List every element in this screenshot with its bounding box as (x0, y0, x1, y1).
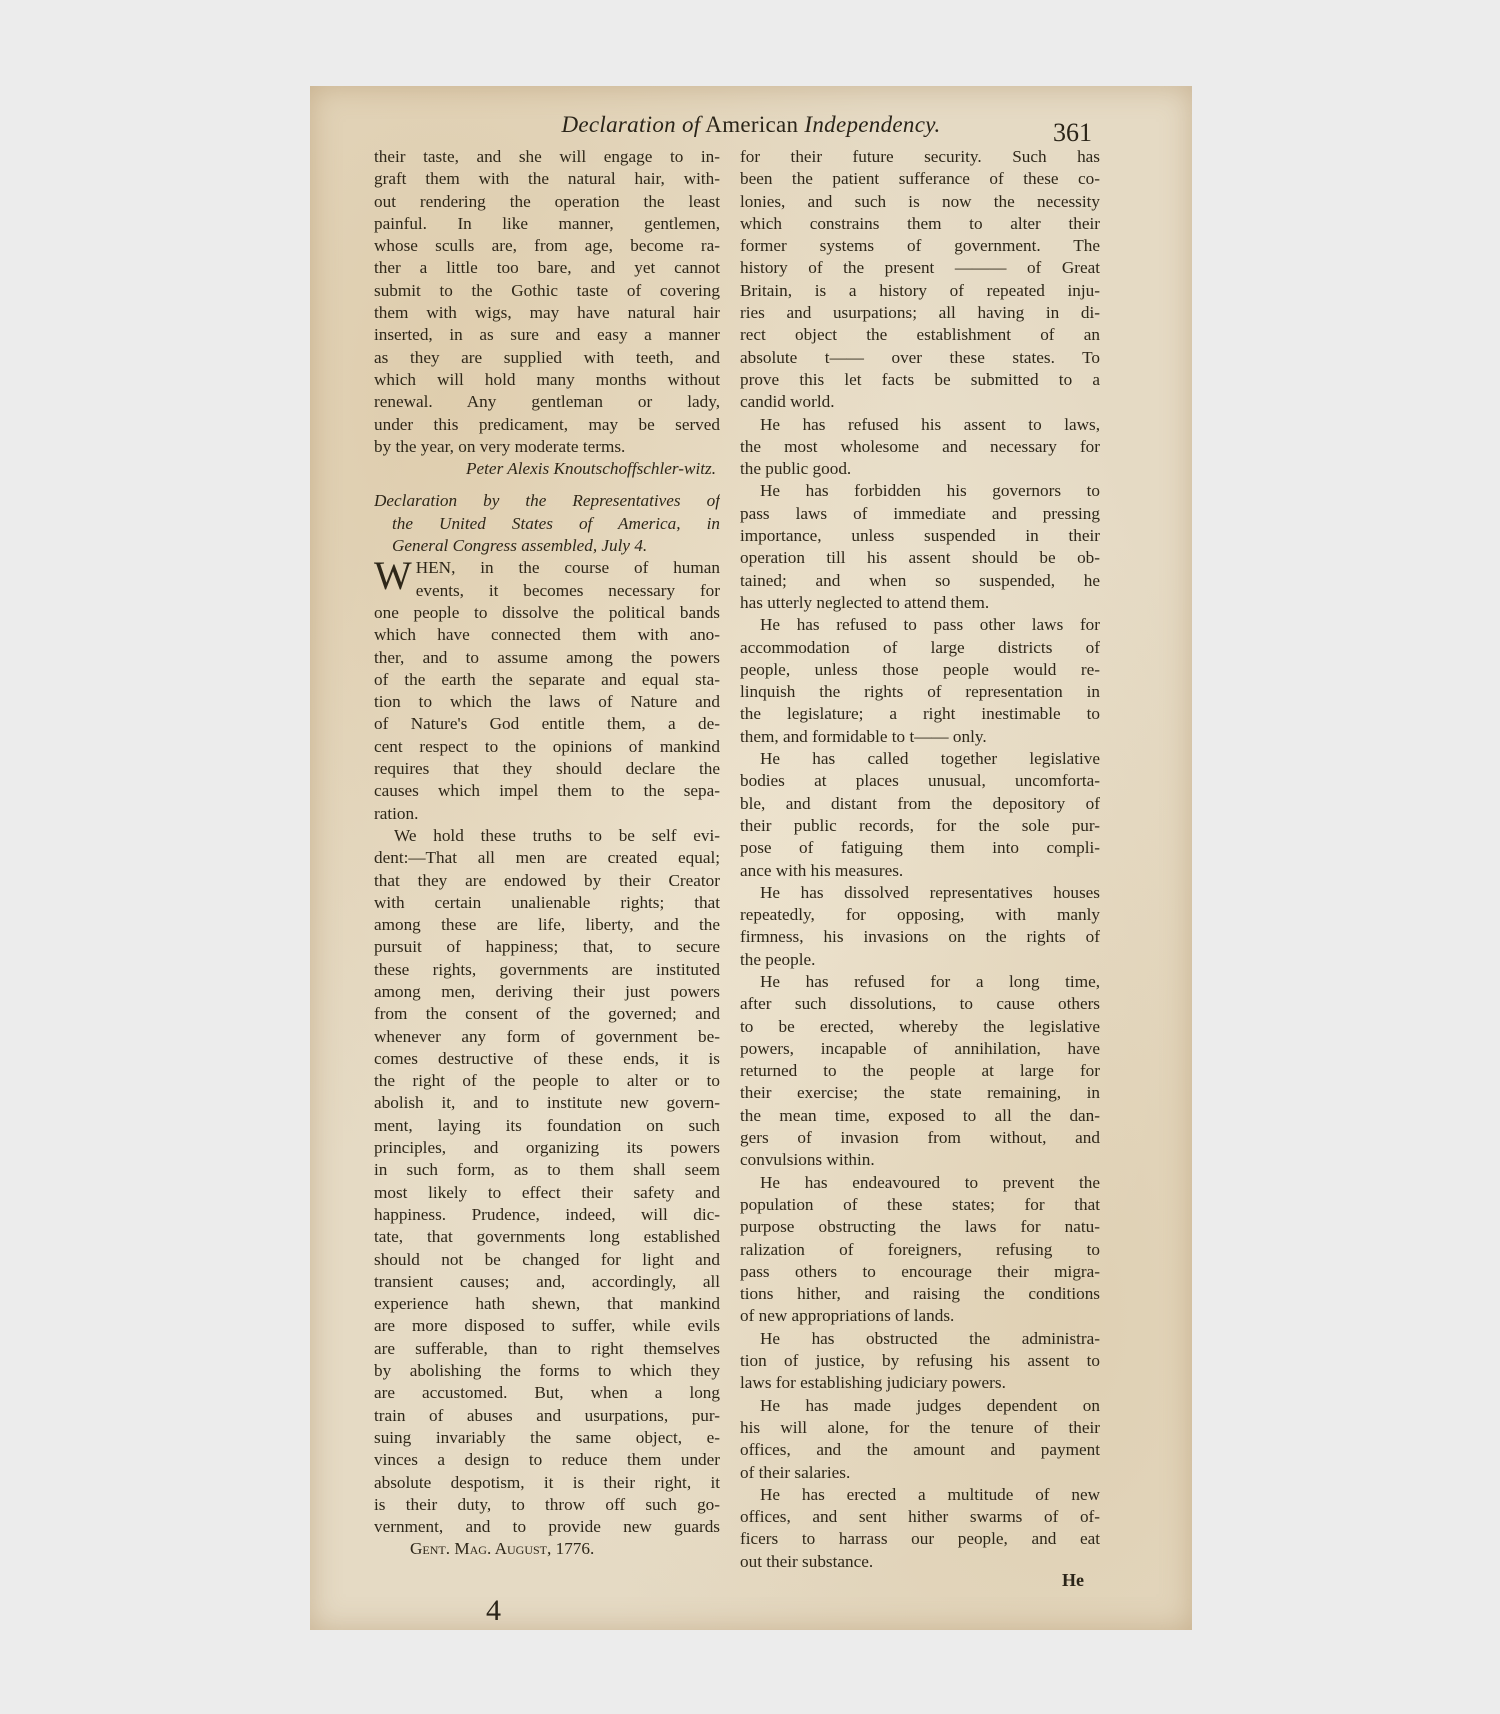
grievance-paragraph (740, 1395, 1100, 1484)
grievance-paragraph (740, 971, 1100, 1172)
grievance-line: ficers to harrass our people, and eat (740, 1529, 1100, 1549)
advert-line: whose sculls are, from age, become ra- (374, 236, 720, 256)
grievance-line: importance, unless suspended in their (740, 526, 1100, 546)
grievance-line: people, unless those people would re- (740, 659, 1100, 679)
history-line: Britain, is a history of repeated inju- (740, 280, 1100, 300)
grievance-line: population of these states; for that (740, 1194, 1100, 1214)
grievance-line: their public records, for the sole pur- (740, 815, 1100, 835)
preamble-lines (374, 553, 720, 825)
grievance-line: returned to the people at large for (740, 1061, 1100, 1081)
preamble-line: one people to dissolve the political bands (374, 602, 720, 622)
advert-line: submit to the Gothic taste of covering (374, 280, 720, 300)
history-line: candid world. (740, 392, 835, 412)
advert-line: painful. In like manner, gentlemen, (374, 213, 720, 233)
truths-line: with certain unalienable rights; that (374, 892, 720, 912)
grievance-line: tion of justice, by refusing his assent to (740, 1351, 1100, 1371)
advert-line: their taste, and she will engage to in- (374, 147, 720, 166)
grievance-line: the mean time, exposed to all the dan- (740, 1105, 1100, 1125)
title-line: the United States of America, in (392, 513, 720, 533)
truths-line: among these are life, liberty, and the (374, 915, 720, 935)
grievance-line: He has called together legislative (760, 749, 1100, 769)
truths-line: should not be changed for light and (374, 1249, 720, 1269)
grievance-line: offices, and sent hither swarms of of- (740, 1507, 1100, 1527)
history-line: absolute t—— over these states. To (740, 347, 1100, 367)
grievance-line: convulsions within. (740, 1150, 875, 1170)
drop-cap: W (374, 553, 412, 599)
left-column (374, 146, 720, 1561)
declaration-title (374, 490, 720, 557)
grievance-line: He has refused to pass other laws for (760, 615, 1100, 635)
truths-line: are accustomed. But, when a long (374, 1383, 720, 1403)
truths-line: principles, and organizing its powers (374, 1138, 720, 1158)
catchword: He (1062, 1570, 1084, 1590)
grievance-line: repeatedly, for opposing, with manly (740, 905, 1100, 925)
grievance-line: ble, and distant from the depository of (740, 793, 1100, 813)
preamble-line: ration. (374, 803, 419, 823)
grievance-line: the legislature; a right inestimable to (740, 704, 1100, 724)
grievance-paragraph (740, 1484, 1100, 1573)
truths-line: dent:—That all men are created equal; (374, 848, 720, 868)
truths-line: suing invariably the same object, e- (374, 1427, 720, 1447)
grievance-line: their exercise; the state remaining, in (740, 1083, 1100, 1103)
preamble-line: ther, and to assume among the powers (374, 647, 720, 667)
advert-line: graft them with the natural hair, with- (374, 169, 720, 189)
history-line: which constrains them to alter their (740, 213, 1100, 233)
advert-signature: Peter Alexis Knoutschoffschler-witz. (466, 459, 716, 479)
truths-line: comes destructive of these ends, it is (374, 1048, 720, 1068)
grievance-paragraph (740, 1328, 1100, 1395)
advert-line: renewal. Any gentleman or lady, (374, 392, 720, 412)
truths-line: vernment, and to provide new guards (374, 1517, 720, 1537)
grievance-line: accommodation of large districts of (740, 637, 1100, 657)
grievance-line: He has endeavoured to prevent the (760, 1172, 1100, 1192)
grievance-line: He has made judges dependent on (760, 1395, 1100, 1415)
history-line: ries and usurpations; all having in di- (740, 303, 1100, 323)
truths-line: most likely to effect their safety and (374, 1182, 720, 1202)
truths-line: absolute despotism, it is their right, it (374, 1472, 720, 1492)
running-head-part1: Declaration (561, 112, 676, 137)
title-line: General Congress assembled, July 4. (392, 536, 648, 556)
truths-paragraph (374, 825, 720, 1539)
grievance-line: the people. (740, 949, 816, 969)
truths-line: experience hath shewn, that mankind (374, 1294, 720, 1314)
running-head-part2: of (682, 112, 701, 137)
truths-line: these rights, governments are instituted (374, 959, 720, 979)
grievance-paragraph (740, 414, 1100, 481)
history-line: rect object the establishment of an (740, 325, 1100, 345)
grievance-line: tions hither, and raising the conditions (740, 1284, 1100, 1304)
truths-line: are sufferable, than to right themselves (374, 1338, 720, 1358)
advert-line: as they are supplied with teeth, and (374, 347, 720, 367)
page-number: 361 (1053, 118, 1092, 147)
grievances (740, 414, 1100, 1573)
running-head-part3: American (705, 112, 799, 137)
truths-line: abolish it, and to institute new govern- (374, 1093, 720, 1113)
grievance-line: He has erected a multitude of new (760, 1484, 1100, 1504)
grievance-line: the public good. (740, 459, 852, 479)
magazine-footer: Gent. Mag. August, 1776. (410, 1539, 595, 1559)
truths-line: whenever any form of government be- (374, 1026, 720, 1046)
grievance-line: firmness, his invasions on the rights of (740, 927, 1100, 947)
grievance-line: laws for establishing judiciary powers. (740, 1373, 1006, 1393)
preamble-line: HEN, in the course of human (415, 558, 720, 578)
truths-line: the right of the people to alter or to (374, 1071, 720, 1091)
advert-line: out rendering the operation the least (374, 191, 720, 211)
advert-line: inserted, in as sure and easy a manner (374, 325, 720, 345)
grievance-line: pose of fatiguing them into compli- (740, 838, 1100, 858)
grievance-line: offices, and the amount and payment (740, 1440, 1100, 1460)
truths-line: by abolishing the forms to which they (374, 1361, 720, 1381)
preamble-line: of the earth the separate and equal sta- (374, 669, 720, 689)
grievance-paragraph (740, 1172, 1100, 1328)
grievance-line: after such dissolutions, to cause others (740, 994, 1100, 1014)
preamble-line: causes which impel them to the sepa- (374, 781, 720, 801)
truths-line: We hold these truths to be self evi- (394, 825, 720, 845)
grievance-line: powers, incapable of annihilation, have (740, 1038, 1100, 1058)
truths-line: ment, laying its foundation on such (374, 1115, 720, 1135)
truths-line: from the consent of the governed; and (374, 1004, 720, 1024)
magazine-page (310, 86, 1192, 1630)
truths-line: is their duty, to throw off such go- (374, 1494, 720, 1514)
grievance-line: operation till his assent should be ob- (740, 548, 1100, 568)
advert-line: which will hold many months without (374, 369, 720, 389)
right-column (740, 146, 1100, 1573)
history-line: prove this let facts be submitted to a (740, 369, 1100, 389)
preamble-line: tion to which the laws of Nature and (374, 692, 720, 712)
grievance-line: pass laws of immediate and pressing (740, 503, 1100, 523)
grievance-line: his will alone, for the tenure of their (740, 1417, 1100, 1437)
advert-line: under this predicament, may be served (374, 414, 720, 434)
declaration-preamble (374, 553, 720, 825)
grievance-paragraph (740, 614, 1100, 748)
grievance-line: bodies at places unusual, uncomforta- (740, 771, 1100, 791)
grievance-line: He has refused for a long time, (760, 971, 1100, 991)
truths-line: pursuit of happiness; that, to secure (374, 937, 720, 957)
truths-line: that they are endowed by their Creator (374, 870, 720, 890)
grievance-line: ralization of foreigners, refusing to (740, 1239, 1100, 1259)
history-line: been the patient sufferance of these co- (740, 169, 1100, 189)
preamble-line: of Nature's God entitle them, a de- (374, 714, 720, 734)
grievance-line: tained; and when so suspended, he (740, 570, 1100, 590)
grievance-paragraph (740, 480, 1100, 614)
preamble-line: requires that they should declare the (374, 759, 720, 779)
grievance-line: them, and formidable to t—— only. (740, 726, 987, 746)
history-line: for their future security. Such has (740, 147, 1100, 166)
grievance-line: out their substance. (740, 1551, 874, 1571)
grievance-line: of their salaries. (740, 1462, 851, 1482)
truths-line: tate, that governments long established (374, 1227, 720, 1247)
grievance-line: has utterly neglected to attend them. (740, 592, 990, 612)
advert-line: them with wigs, may have natural hair (374, 303, 720, 323)
truths-line: happiness. Prudence, indeed, will dic- (374, 1204, 720, 1224)
truths-line: among men, deriving their just powers (374, 981, 720, 1001)
grievance-line: of new appropriations of lands. (740, 1306, 955, 1326)
truths-line: in such form, as to them shall seem (374, 1160, 720, 1180)
grievance-line: to be erected, whereby the legislative (740, 1016, 1100, 1036)
grievance-line: He has obstructed the administra- (760, 1328, 1100, 1348)
grievance-line: gers of invasion from without, and (740, 1128, 1100, 1148)
truths-line: vinces a design to reduce them under (374, 1450, 720, 1470)
truths-line: transient causes; and, accordingly, all (374, 1271, 720, 1291)
grievance-line: pass others to encourage their migra- (740, 1261, 1100, 1281)
grievance-line: ance with his measures. (740, 860, 904, 880)
title-line: Declaration by the Representatives of (374, 491, 720, 511)
signature-mark: 4 (486, 1594, 501, 1627)
grievance-line: He has dissolved representatives houses (760, 882, 1100, 902)
grievance-line: He has refused his assent to laws, (760, 414, 1100, 434)
preamble-line: cent respect to the opinions of mankind (374, 736, 720, 756)
hair-advert-paragraph (374, 146, 720, 458)
grievance-paragraph (740, 748, 1100, 882)
history-line: former systems of government. The (740, 236, 1100, 256)
grievance-line: linquish the rights of representation in (740, 682, 1100, 702)
preamble-line: which have connected them with ano- (374, 625, 720, 645)
advert-line: ther a little too bare, and yet cannot (374, 258, 720, 278)
grievance-line: He has forbidden his governors to (760, 481, 1100, 501)
preamble-line: events, it becomes necessary for (415, 580, 720, 600)
advert-line: by the year, on very moderate terms. (374, 436, 626, 456)
history-line: history of the present ——— of Great (740, 258, 1100, 278)
grievance-line: the most wholesome and necessary for (740, 436, 1100, 456)
grievance-line: purpose obstructing the laws for natu- (740, 1217, 1100, 1237)
history-line: lonies, and such is now the necessity (740, 191, 1100, 211)
history-paragraph (740, 146, 1100, 414)
truths-line: train of abuses and usurpations, pur- (374, 1405, 720, 1425)
grievance-paragraph (740, 882, 1100, 971)
running-head-part4: Independency. (804, 112, 941, 137)
truths-line: are more disposed to suffer, while evils (374, 1316, 720, 1336)
